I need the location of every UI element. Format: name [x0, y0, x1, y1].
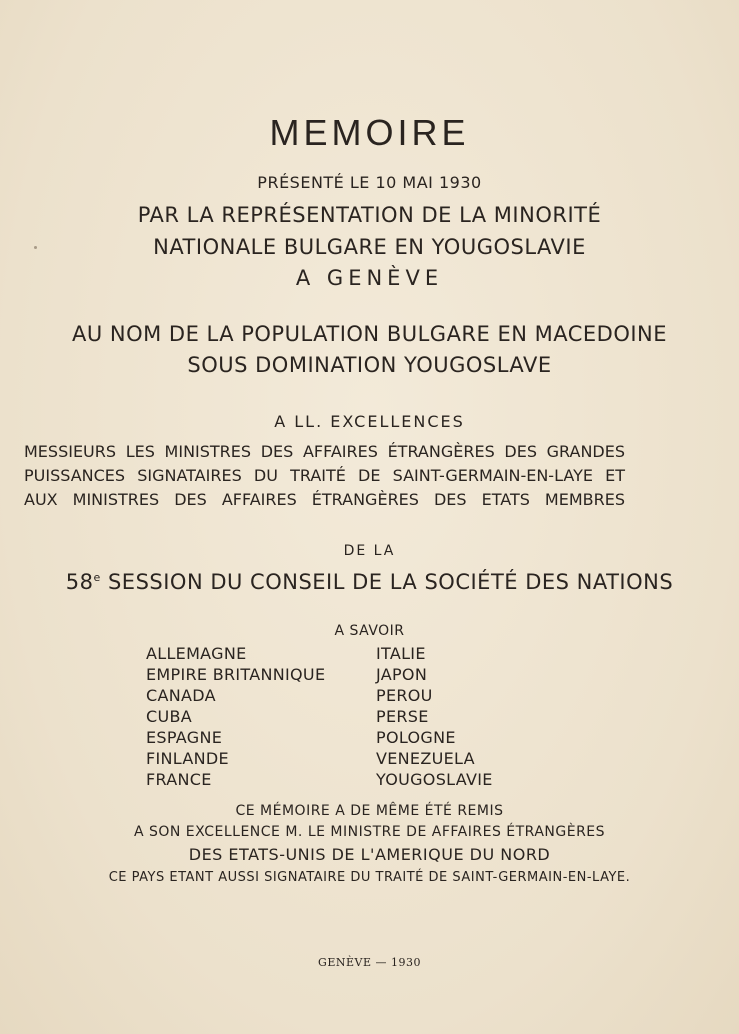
- by-line-2: NATIONALE BULGARE EN YOUGOSLAVIE: [153, 235, 586, 259]
- country-item: ITALIE: [376, 644, 426, 663]
- on-behalf-line-2: SOUS DOMINATION YOUGOSLAVE: [187, 353, 552, 377]
- country-item: ALLEMAGNE: [146, 644, 247, 663]
- country-item: CUBA: [146, 707, 193, 726]
- document-title: MEMOIRE: [269, 112, 470, 153]
- ministers-line-3: AUX MINISTRES DES AFFAIRES ÉTRANGÈRES DES ETATS MEMBRES: [24, 490, 625, 509]
- countries-right-column: [376, 643, 493, 790]
- country-item: PERSE: [376, 707, 429, 726]
- namely-label: A SAVOIR: [334, 623, 405, 639]
- countries-left-column: [146, 643, 325, 790]
- country-item: EMPIRE BRITANNIQUE: [146, 665, 326, 684]
- by-line-1: PAR LA REPRÉSENTATION DE LA MINORITÉ: [137, 203, 602, 227]
- country-item: PEROU: [376, 686, 433, 705]
- by-line-3: A GENÈVE: [295, 266, 444, 290]
- also-line-3: DES ETATS-UNIS DE L'AMERIQUE DU NORD: [188, 845, 551, 864]
- presented-date: PRÉSENTÉ LE 10 MAI 1930: [257, 173, 482, 192]
- session-number: 58: [65, 570, 94, 594]
- also-line-2: A SON EXCELLENCE M. LE MINISTRE DE AFFAIRES ÉTRANGÈRES: [133, 824, 606, 840]
- on-behalf-line-1: AU NOM DE LA POPULATION BULGARE EN MACEDOINE: [71, 322, 668, 346]
- country-item: FINLANDE: [146, 749, 229, 768]
- country-item: POLOGNE: [376, 728, 456, 747]
- also-line-4: CE PAYS ETANT AUSSI SIGNATAIRE DU TRAITÉ DE SAINT-GERMAIN-EN-LAYE.: [108, 870, 631, 885]
- addressed-to: A LL. EXCELLENCES: [274, 412, 465, 431]
- also-line-1: CE MÉMOIRE A DE MÊME ÉTÉ REMIS: [235, 803, 504, 819]
- country-item: VENEZUELA: [376, 749, 475, 768]
- ministers-line-2: PUISSANCES SIGNATAIRES DU TRAITÉ DE SAINT-GERMAIN-EN-LAYE ET: [24, 466, 625, 485]
- of-the: DE LA: [343, 543, 396, 559]
- country-item: YOUGOSLAVIE: [376, 770, 493, 789]
- session-text: SESSION DU CONSEIL DE LA SOCIÉTÉ DES NATIONS: [100, 570, 674, 594]
- footer-place-date: GENÈVE — 1930: [318, 956, 421, 969]
- session-heading: [0, 570, 739, 594]
- ministers-line-1: MESSIEURS LES MINISTRES DES AFFAIRES ÉTRANGÈRES DES GRANDES: [24, 442, 625, 461]
- country-item: JAPON: [376, 665, 428, 684]
- country-item: ESPAGNE: [146, 728, 223, 747]
- session-suffix: e: [93, 571, 101, 584]
- country-item: FRANCE: [146, 770, 212, 789]
- country-item: CANADA: [146, 686, 216, 705]
